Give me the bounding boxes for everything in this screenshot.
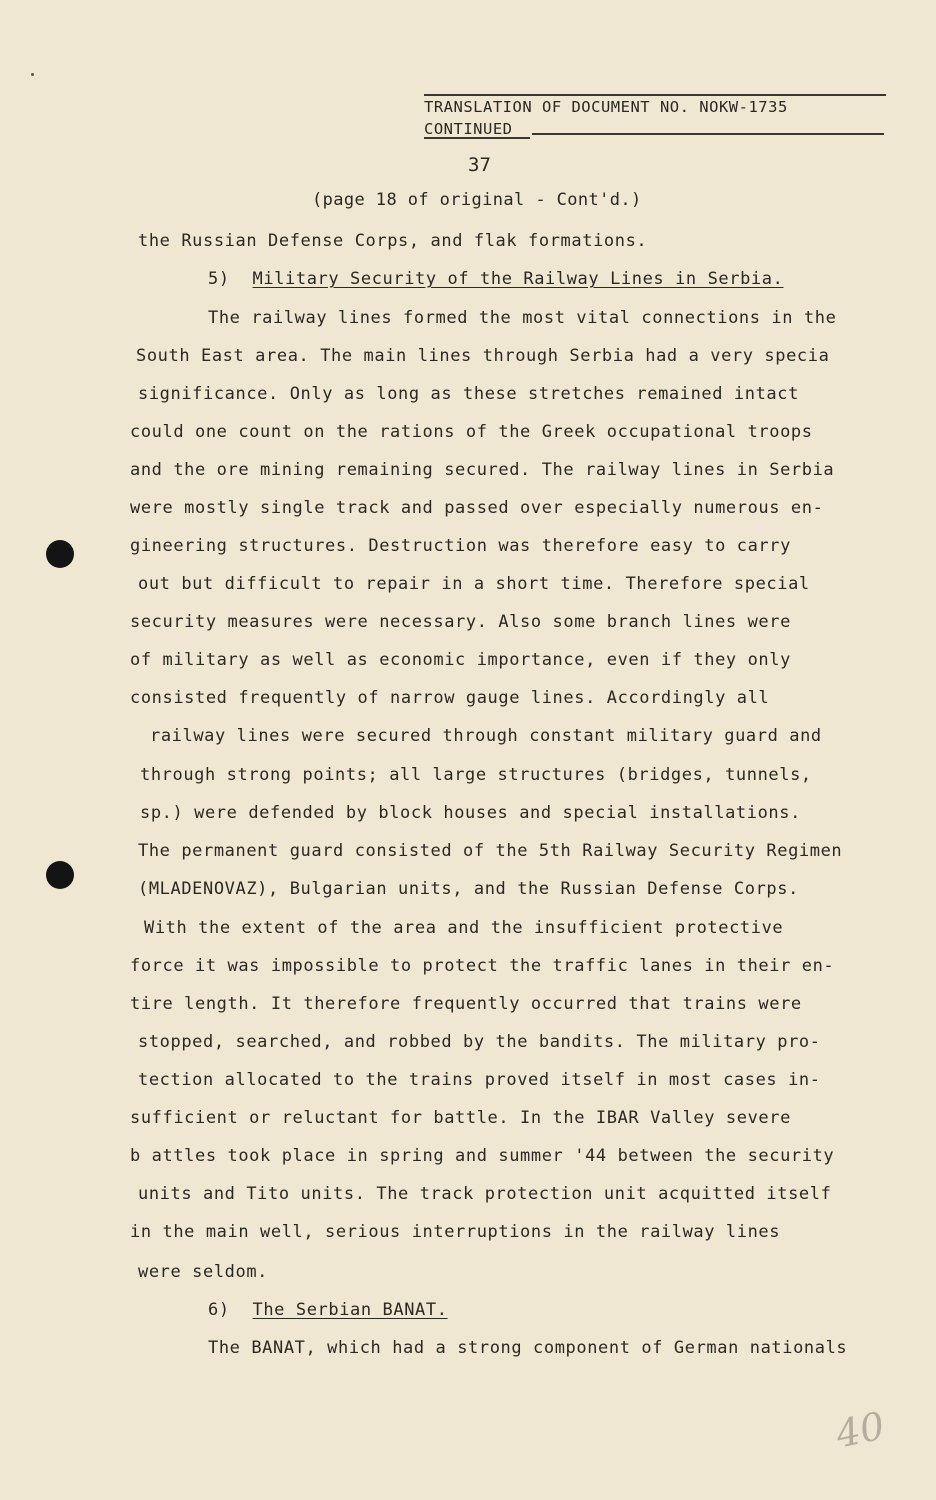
section-6-heading [208,1299,448,1321]
body-line: South East area. The main lines through Serbia had a very specia [136,346,830,366]
body-line: could one count on the rations of the Greek occupational troops [130,422,813,442]
punch-hole-top [46,540,74,568]
document-header [424,96,886,140]
body-line: out but difficult to repair in a short time. Therefore special [138,574,810,594]
body-line: of military as well as economic importance, even if they only [130,650,791,670]
body-line: With the extent of the area and the insufficient protective [144,918,784,938]
section-6-body-line: The BANAT, which had a strong component of German nationals [208,1338,848,1358]
section-5-title: Military Security of the Railway Lines in Serbia. [252,269,784,289]
page-number: 37 [468,154,491,176]
body-line: force it was impossible to protect the traffic lanes in their en- [130,956,835,976]
body-line: tection allocated to the trains proved itself in most cases in- [138,1070,821,1090]
body-line: consisted frequently of narrow gauge lines. Accordingly all [130,688,770,708]
body-line: through strong points; all large structures (bridges, tunnels, [140,765,812,785]
body-line: were seldom. [138,1262,269,1282]
section-6-title: The Serbian BANAT. [252,1300,448,1320]
body-line: stopped, searched, and robbed by the bandits. The military pro- [138,1032,821,1052]
section-5-heading [208,268,783,290]
intro-line: the Russian Defense Corps, and flak formations. [138,231,648,251]
header-underline-right [532,133,884,135]
body-line: sufficient or reluctant for battle. In the IBAR Valley severe [130,1108,791,1128]
body-line: (MLADENOVAZ), Bulgarian units, and the Russian Defense Corps. [138,879,799,899]
body-line: gineering structures. Destruction was therefore easy to carry [130,536,791,556]
body-line: railway lines were secured through constant military guard and [150,726,822,746]
punch-hole-bottom [46,861,74,889]
header-top-rule [424,94,886,96]
section-6-number: 6) [208,1300,230,1320]
paper-speck [31,73,34,76]
body-line: and the ore mining remaining secured. The railway lines in Serbia [130,460,835,480]
header-underline-left [424,137,530,139]
body-line: The railway lines formed the most vital connections in the [208,308,837,328]
body-line: tire length. It therefore frequently occurred that trains were [130,994,802,1014]
body-line: were mostly single track and passed over especially numerous en- [130,498,824,518]
body-line: in the main well, serious interruptions in the railway lines [130,1222,781,1242]
handwritten-page-number: 40 [831,1403,889,1457]
header-title: TRANSLATION OF DOCUMENT NO. NOKW-1735 [424,98,788,116]
body-line: units and Tito units. The track protection unit acquitted itself [138,1184,832,1204]
body-line: sp.) were defended by block houses and special installations. [140,803,801,823]
body-line: b attles took place in spring and summer '44 between the security [130,1146,835,1166]
body-line: security measures were necessary. Also some branch lines were [130,612,791,632]
section-5-number: 5) [208,269,230,289]
header-continued: CONTINUED [424,120,513,138]
page-subtitle: (page 18 of original - Cont'd.) [312,190,642,210]
body-line: The permanent guard consisted of the 5th Railway Security Regimen [138,841,843,861]
body-line: significance. Only as long as these stretches remained intact [138,384,799,404]
